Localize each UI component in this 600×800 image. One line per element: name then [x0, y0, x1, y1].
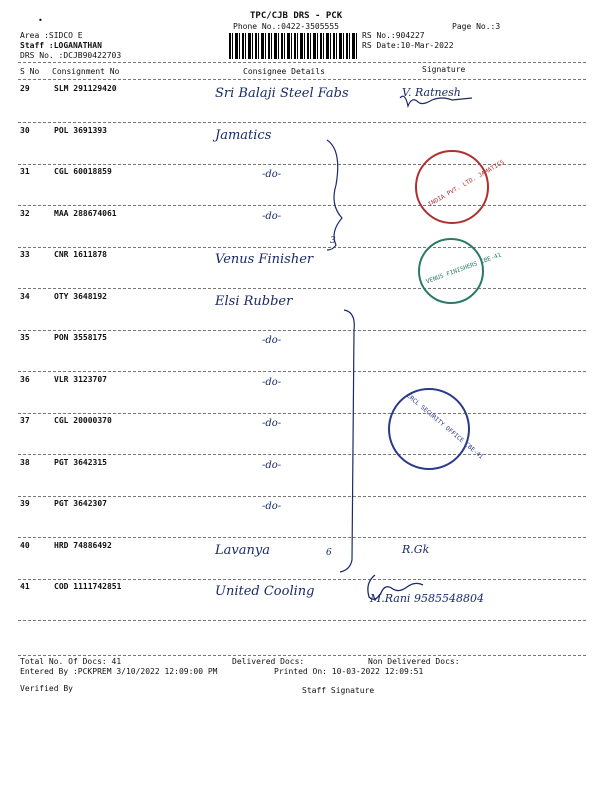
- row-consignee: Jamatics: [215, 127, 272, 143]
- row-consignee: -do-: [262, 376, 282, 388]
- drs-title: TPC/CJB DRS - PCK: [250, 11, 343, 21]
- rs-number: RS No.:904227: [362, 31, 425, 40]
- row-consignee: Sri Balaji Steel Fabs: [215, 86, 349, 101]
- col-consignee: Consignee Details: [243, 67, 325, 76]
- row-consignment-number: SLM 291129420: [54, 84, 117, 93]
- company-stamp-venus: [418, 238, 503, 304]
- non-delivered-docs: Non Delivered Docs:: [368, 657, 460, 666]
- row-serial-number: 37: [20, 416, 30, 425]
- staff-signature: Staff Signature: [302, 686, 375, 695]
- verified-by: Verified By: [20, 684, 73, 693]
- row-consignee: -do-: [262, 418, 282, 429]
- row-serial-number: 29: [20, 84, 30, 93]
- row-signature: V. Ratnesh: [402, 86, 461, 99]
- row-consignee: Lavanya: [215, 542, 270, 558]
- row-consignment-number: COD 1111742851: [54, 582, 122, 591]
- row-consignee: -do-: [262, 169, 282, 180]
- row-consignment-number: HRD 74886492: [54, 540, 112, 550]
- bracket-count-6: 6: [326, 548, 332, 558]
- area-label: Area :SIDCO E: [20, 31, 83, 40]
- total-docs: Total No. Of Docs: 41: [20, 657, 122, 666]
- delivered-docs: Delivered Docs:: [232, 657, 305, 666]
- row-serial-number: 34: [20, 291, 30, 301]
- rs-date: RS Date:10-Mar-2022: [362, 41, 454, 50]
- stamp-text: VENUS FINISHERS CBE-41: [425, 251, 503, 286]
- row-consignee: United Cooling: [215, 584, 315, 599]
- col-sno: S No: [20, 67, 40, 76]
- row-consignment-number: OTY 3648192: [54, 291, 107, 301]
- row-consignee: -do-: [262, 335, 282, 346]
- staff-label: Staff :LOGANATHAN: [20, 41, 102, 50]
- row-serial-number: 35: [20, 333, 30, 342]
- bracket-count-3: 3: [330, 236, 336, 246]
- row-serial-number: 40: [20, 540, 30, 550]
- row-consignment-number: POL 3691393: [54, 125, 107, 135]
- row-serial-number: 30: [20, 125, 30, 135]
- phone-number: Phone No.:0422-3505555: [233, 22, 339, 31]
- row-serial-number: 41: [20, 582, 30, 591]
- row-consignment-number: PON 3558175: [54, 333, 107, 342]
- row-consignment-number: CGL 60018859: [54, 167, 112, 176]
- row-consignee: Venus Finisher: [215, 252, 314, 267]
- row-consignment-number: VLR 3123707: [54, 374, 107, 384]
- entered-by: Entered By :PCKPREM 3/10/2022 12:09:00 PM: [20, 667, 218, 676]
- row-consignment-number: PGT 3642315: [54, 457, 107, 467]
- stamp-text: INDIA PVT. LTD. JAMATICS: [427, 158, 506, 209]
- row-consignee: -do-: [262, 210, 282, 222]
- row-serial-number: 39: [20, 499, 30, 508]
- row-serial-number: 36: [20, 374, 30, 384]
- row-serial-number: 33: [20, 250, 30, 259]
- stamp-text: ERCL SECURITY OFFICE CBE-41: [405, 392, 485, 461]
- row-consignee: -do-: [262, 459, 282, 471]
- row-consignee: Elsi Rubber: [215, 293, 293, 309]
- company-stamp-elsi: [388, 388, 485, 470]
- row-consignment-number: MAA 288674061: [54, 208, 117, 218]
- row-consignment-number: CNR 1611878: [54, 250, 107, 259]
- row-consignment-number: CGL 20000370: [54, 416, 112, 425]
- row-consignee: -do-: [262, 501, 282, 512]
- col-signature: Signature: [422, 65, 466, 74]
- printed-on: Printed On: 10-03-2022 12:09:51: [274, 667, 424, 676]
- col-consignment: Consignment No: [52, 67, 120, 76]
- row-serial-number: 32: [20, 208, 30, 218]
- corner-mark: •: [38, 16, 43, 25]
- row-signature: M.Rani 9585548804: [370, 592, 484, 605]
- row-serial-number: 31: [20, 167, 30, 176]
- company-stamp-jamatics: [415, 150, 506, 224]
- row-serial-number: 38: [20, 457, 30, 467]
- row-signature: R.Gk: [402, 542, 430, 556]
- drs-number: DRS No. :DCJB90422703: [20, 51, 122, 60]
- footer-divider: [18, 655, 586, 656]
- row-consignment-number: PGT 3642307: [54, 499, 107, 508]
- page-number: Page No.:3: [452, 22, 501, 31]
